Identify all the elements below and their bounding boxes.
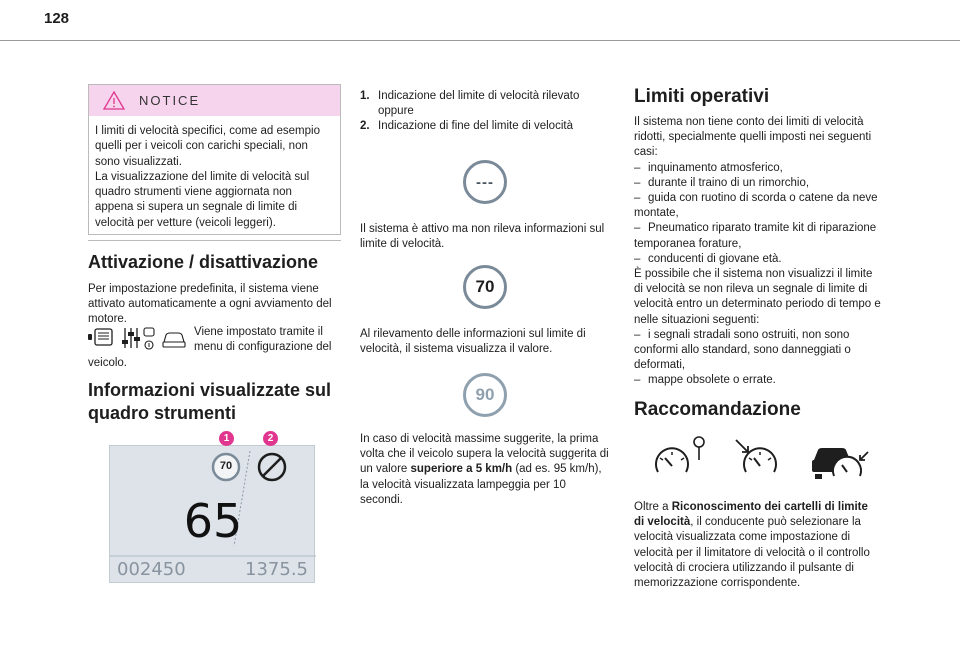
list-item: – conducenti di giovane età. [634, 252, 896, 267]
text-line: veicolo. [88, 357, 127, 369]
list-item: – inquinamento atmosferico, [634, 161, 896, 176]
text-line: Indicazione di fine del limite di velocità [378, 120, 573, 133]
text-line: velocità per il limitatore di velocità o il controllo [634, 546, 870, 559]
text-line: inquinamento atmosferico, [648, 161, 783, 174]
notice-line: La visualizzazione del limite di velocità sul [95, 170, 310, 183]
list-item: – Pneumatico riparato tramite kit di riparazione [634, 221, 896, 236]
speed-limit-70-icon [463, 265, 507, 309]
text-line: deformati, [634, 359, 686, 372]
menu-description [194, 325, 344, 355]
notice-line: quadro strumenti viene aggiornata non [95, 186, 292, 199]
text-line: velocità, il sistema visualizza il valore. [360, 343, 553, 356]
notice-line: I limiti di velocità specifici, come ad esempio [95, 125, 320, 137]
bold-fragment: di velocità [634, 516, 691, 529]
limit-value: 70 [219, 460, 233, 472]
text-line: i segnali stradali sono ostruiti, non sono [648, 328, 850, 341]
text-line: velocità entro un determinato periodo di tempo e [634, 298, 881, 311]
text-line: Per impostazione predefinita, il sistema viene [88, 283, 319, 295]
settings-icon [122, 328, 140, 348]
vehicle-menu-icons [88, 326, 188, 352]
warning-icon [103, 91, 125, 110]
text-line: oppure [378, 105, 414, 118]
instrument-cluster-display [109, 445, 315, 583]
header-rule [0, 40, 960, 41]
text-line: Indicazione del limite di velocità rilevato [378, 90, 580, 102]
car-icon [163, 333, 185, 347]
recommendation-text [634, 500, 896, 591]
text-line: È possibile che il sistema non visualizzi il limite [634, 268, 873, 281]
text-line: Viene impostato tramite il [194, 326, 323, 338]
current-speed: 65 [183, 494, 243, 548]
text-line: conducenti di giovane età. [648, 252, 782, 265]
recommendation-heading: Raccomandazione [634, 399, 801, 420]
notice-line: sono visualizzati. [95, 155, 182, 168]
text-line: attivato automaticamente a ogni avviamento del [88, 298, 332, 311]
text-fragment: (ad es. 95 km/h), [512, 463, 602, 476]
suggested-speed-90-icon [463, 373, 507, 417]
notice-box [88, 84, 341, 235]
text-line: mappe obsolete o errate. [648, 374, 776, 387]
sign-text: 90 [475, 385, 495, 404]
text-line: guida con ruotino di scorda o catene da neve [648, 192, 878, 205]
bold-fragment: superiore a 5 km/h [410, 463, 513, 476]
text-line: velocità visualizzata come impostazione di [634, 531, 851, 544]
legend-item [360, 119, 618, 134]
list-item: – durante il traino di un rimorchio, [634, 176, 896, 191]
list-item: – i segnali stradali sono ostruiti, non sono [634, 328, 896, 343]
text-line [360, 462, 618, 477]
state-no-info [360, 222, 618, 252]
list-item: – mappe obsolete o errate. [634, 373, 896, 388]
text-line: memorizzazione corrispondente. [634, 577, 801, 590]
sign-text: --- [476, 173, 494, 191]
notice-title: NOTICE [139, 93, 201, 108]
recommendation-icons [652, 436, 882, 486]
text-line: menu di configurazione del [194, 341, 332, 354]
notice-line: appena si supera un segnale di limite di [95, 201, 298, 214]
text-line: motore. [88, 313, 127, 326]
text-line: Il sistema non tiene conto dei limiti di velocità [634, 116, 864, 128]
text-line: In caso di velocità massime suggerite, la prima [360, 433, 599, 445]
text-fragment: , il conducente può selezionare la [690, 516, 861, 529]
notice-line: velocità per vetture (veicoli leggeri). [95, 216, 276, 229]
callout-1: 1 [219, 431, 234, 446]
text-fragment: un valore [360, 463, 411, 476]
activation-heading: Attivazione / disattivazione [88, 252, 319, 272]
limits-section [634, 86, 896, 389]
screen-icon [88, 329, 112, 345]
text-line: nelle situazioni seguenti: [634, 313, 760, 326]
text-line: durante il traino di un rimorchio, [648, 176, 810, 189]
cluster-section [88, 380, 344, 424]
text-line: la velocità visualizzata lampeggia per 10 [360, 478, 566, 491]
state-suggested [360, 432, 618, 508]
notice-line: quelli per i veicoli con carichi speciali, non [95, 140, 308, 153]
bold-fragment: Riconoscimento dei cartelli di limite [671, 501, 868, 513]
text-line: Il sistema è attivo ma non rileva informazioni sul [360, 223, 605, 235]
text-line: casi: [634, 146, 658, 159]
trip-meter: 1375.5 [245, 559, 308, 580]
page-number: 128 [44, 10, 70, 27]
text-line: limite di velocità. [360, 238, 445, 251]
notice-header [89, 85, 340, 116]
list-item: – guida con ruotino di scorda o catene da neve [634, 191, 896, 206]
text-line: conformi allo standard, sono danneggiati o [634, 344, 851, 357]
text-line: di velocità se non rileva un segnale di limite di [634, 283, 868, 296]
car-info-icon [144, 328, 154, 349]
text-line [634, 515, 896, 530]
limits-heading: Limiti operativi [634, 86, 770, 107]
odometer: 002450 [117, 559, 186, 580]
cluster-heading-line: quadro strumenti [88, 403, 237, 423]
activation-text [88, 282, 344, 328]
cluster-heading-line: Informazioni visualizzate sul [88, 380, 332, 400]
text-line: temporanea forature, [634, 237, 742, 250]
cruise-control-icon [736, 440, 776, 472]
callout-2: 2 [263, 431, 278, 446]
no-limit-sign-icon [463, 160, 507, 204]
text-line: ridotti, specialmente quelli imposti nei seguenti [634, 131, 872, 144]
text-line: Pneumatico riparato tramite kit di riparazione [648, 222, 877, 235]
text-line: volta che il veicolo supera la velocità suggerita di [360, 448, 609, 461]
notice-text [89, 116, 340, 231]
text-line: montate, [634, 207, 679, 220]
speed-limiter-icon [656, 437, 704, 472]
legend-number: 1. [360, 90, 370, 102]
text-line: velocità di crociera utilizzando il pulsante di [634, 561, 854, 574]
text-line: Al rilevamento delle informazioni sul limite di [360, 328, 586, 340]
text-line [634, 500, 896, 515]
legend-item [360, 89, 618, 119]
callout-legend [360, 89, 618, 135]
text-fragment: Oltre a [634, 501, 672, 513]
state-detected [360, 327, 618, 357]
legend-number: 2. [360, 120, 370, 133]
section-divider [88, 240, 341, 241]
sign-text: 70 [475, 277, 495, 296]
adaptive-cruise-icon [812, 448, 868, 479]
activation-section [88, 252, 344, 328]
recommendation-section [634, 399, 896, 421]
text-line: secondi. [360, 493, 403, 506]
